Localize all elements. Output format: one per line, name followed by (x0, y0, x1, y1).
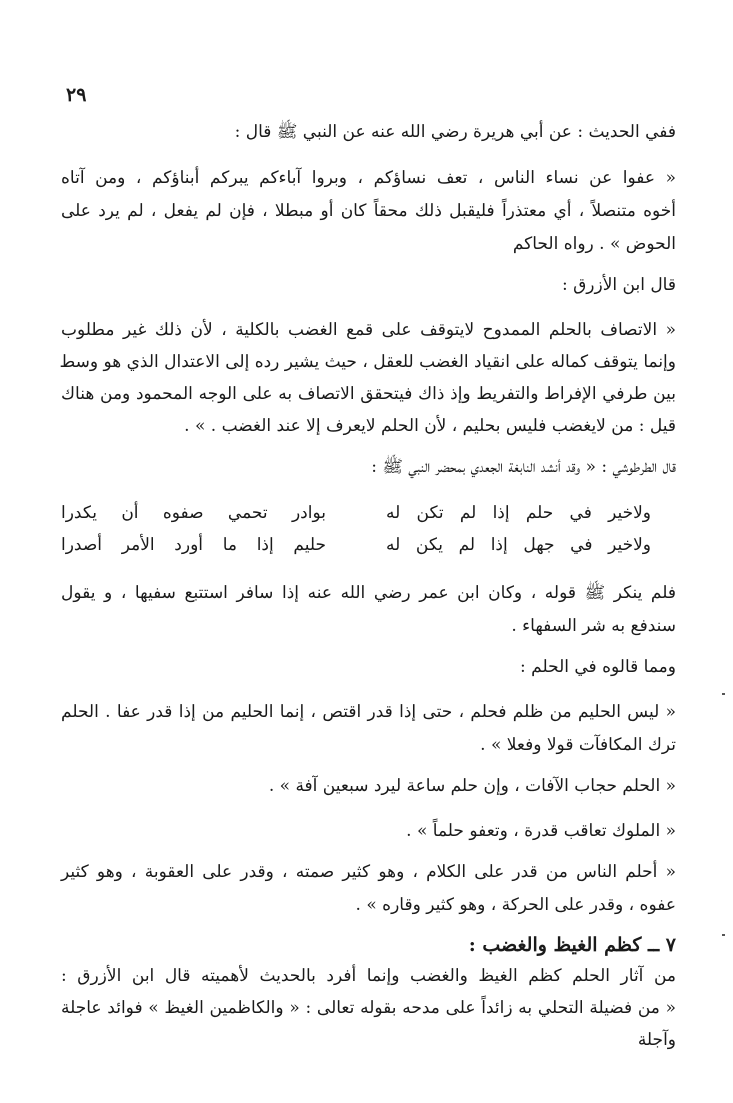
text-line-18: « أحلم الناس من قدر على الكلام ، وهو كثير صمته ، وقدر على العقوبة ، وهو كثير (61, 862, 676, 882)
text-line-13: ومما قالوه في الحلم : (520, 657, 676, 677)
text-line-14: « ليس الحليم من ظلم فحلم ، حتى إذا قدر اقتص ، إنما الحليم من إذا قدر عفا . الحلم (61, 702, 676, 722)
page-number: ٢٩ (66, 84, 87, 106)
text-line-5: قال ابن الأزرق : (561, 275, 676, 295)
text-line-16: « الحلم حجاب الآفات ، وإن حلم ساعة ليرد سبعين آفة » . (268, 776, 676, 796)
text-line-10: قال الطرطوشي : « وقد أنشد النابغة الجعدي بمحضر النبي ﷺ : (371, 457, 676, 477)
text-line-19: عفوه ، وقدر على الحركة ، وهو كثير وقاره » . (355, 895, 676, 915)
text-line-8: بين طرفي الإفراط والتفريط وإذ ذاك فيتحقق الاتصاف به على الوجه المحمود ومن هناك (61, 384, 676, 404)
verse-2-first-hemistich: ولاخير في جهل إذا لم يكن له (386, 535, 651, 555)
text-line-7: وإنما يتوقف كماله على انقياد الغضب للعقل ، حيث يشير رده إلى الاعتدال الذي هو وسط (59, 352, 676, 372)
scan-speck (722, 934, 725, 936)
text-line-2: « عفوا عن نساء الناس ، تعف نساؤكم ، وبروا آباءكم يبركم أبناؤكم ، ومن آتاه (61, 168, 676, 188)
text-line-20: من آثار الحلم كظم الغيظ والغضب وإنما أفرد بالحديث لأهميته قال ابن الأزرق : (61, 966, 676, 986)
text-line-6: « الاتصاف بالحلم الممدوح لايتوقف على قمع الغضب بالكلية ، لأن ذلك غير مطلوب (61, 320, 676, 340)
verse-2-second-hemistich: حليم إذا ما أورد الأمر أصدرا (61, 535, 326, 555)
scan-speck (722, 693, 725, 695)
verse-line-1 (61, 498, 651, 529)
section-heading: ٧ ــ كظم الغيظ والغضب : (468, 934, 676, 956)
text-line-22: وآجلة (637, 1030, 676, 1050)
text-line-9: قيل : من لايغضب فليس بحليم ، لأن الحلم لايعرف إلا عند الغضب . » . (184, 416, 676, 436)
text-line-12: سندفع به شر السفهاء . (511, 616, 676, 636)
verse-1-second-hemistich: بوادر تحمي صفوه أن يكدرا (61, 503, 326, 523)
text-line-3: أخوه متنصلاً ، أي معتذراً فليقبل ذلك محقاً كان أو مبطلا ، فإن لم يفعل ، لم يرد على (61, 201, 676, 221)
text-line-15: ترك المكافآت قولا وفعلا » . (480, 735, 676, 755)
verse-1-first-hemistich: ولاخير في حلم إذا لم تكن له (386, 503, 651, 523)
verse-line-2 (61, 530, 651, 561)
text-line-17: « الملوك تعاقب قدرة ، وتعفو حلماً » . (406, 821, 676, 841)
text-line-4: الحوض » . رواه الحاكم (512, 234, 676, 254)
text-line-1: ففي الحديث : عن أبي هريرة رضي الله عنه عن النبي ﷺ قال : (234, 122, 676, 142)
text-line-21: « من فضيلة التحلي به زائداً على مدحه بقوله تعالى : « والكاظمين الغيظ » فوائد عاجلة (61, 998, 676, 1018)
text-line-11: فلم ينكر ﷺ قوله ، وكان ابن عمر رضي الله عنه إذا سافر استتبع سفيها ، و يقول (61, 583, 676, 603)
